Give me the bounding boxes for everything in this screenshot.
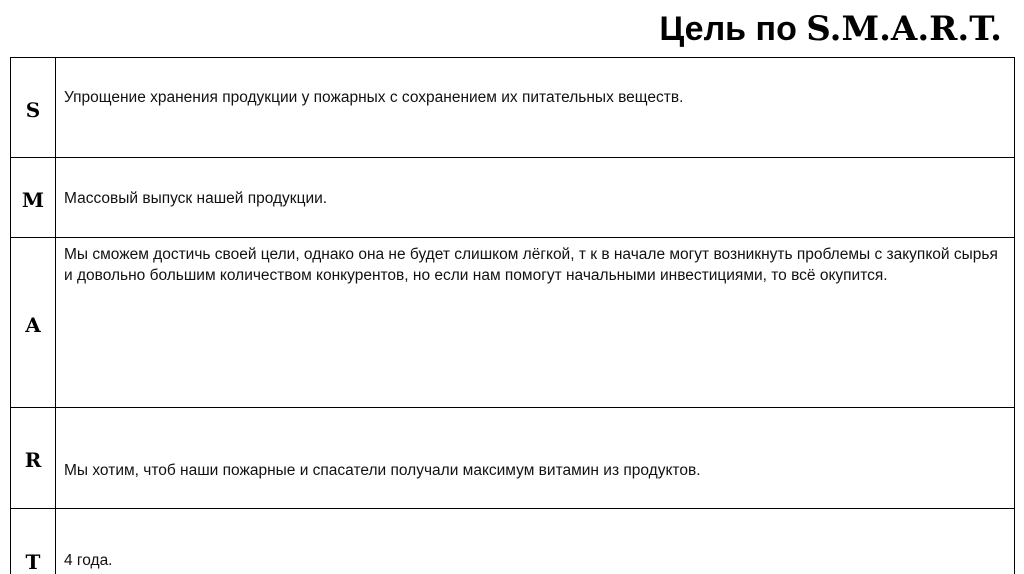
page-title [659, 4, 1002, 54]
row-letter: M [21, 188, 45, 212]
text-cell [56, 238, 1014, 407]
text-cell [56, 509, 1014, 574]
text-cell [56, 158, 1014, 237]
letter-cell [11, 158, 56, 237]
smart-goal-table [10, 57, 1015, 574]
row-text: 4 года. [64, 552, 113, 569]
row-text: Массовый выпуск нашей продукции. [64, 190, 328, 207]
table-row-s [11, 58, 1014, 158]
title-acronym: S.M.A.R.T. [806, 9, 1002, 49]
letter-cell [11, 408, 56, 508]
table-row-t [11, 509, 1014, 574]
letter-cell [11, 509, 56, 574]
row-text: Упрощение хранения продукции у пожарных с сохранением их питательных веществ. [64, 89, 684, 106]
letter-cell [11, 238, 56, 407]
letter-cell [11, 58, 56, 157]
row-letter: S [25, 98, 41, 122]
text-cell [56, 58, 1014, 157]
row-text: Мы сможем достичь своей цели, однако она не будет слишком лёгкой, т к в начале могут возникнуть проблемы с закупкой сырья и довольно большим количеством конкурентов, но если нам помогут начальными инвестициями, то всё окупится. [64, 246, 998, 284]
row-letter: A [25, 313, 41, 337]
row-letter: R [24, 448, 42, 472]
table-row-a [11, 238, 1014, 408]
row-text: Мы хотим, чтоб наши пожарные и спасатели получали максимум витамин из продуктов. [64, 462, 701, 479]
row-letter: T [25, 550, 41, 574]
title-prefix: Цель по [659, 10, 807, 48]
table-row-r [11, 408, 1014, 509]
table-row-m [11, 158, 1014, 238]
text-cell [56, 408, 1014, 508]
